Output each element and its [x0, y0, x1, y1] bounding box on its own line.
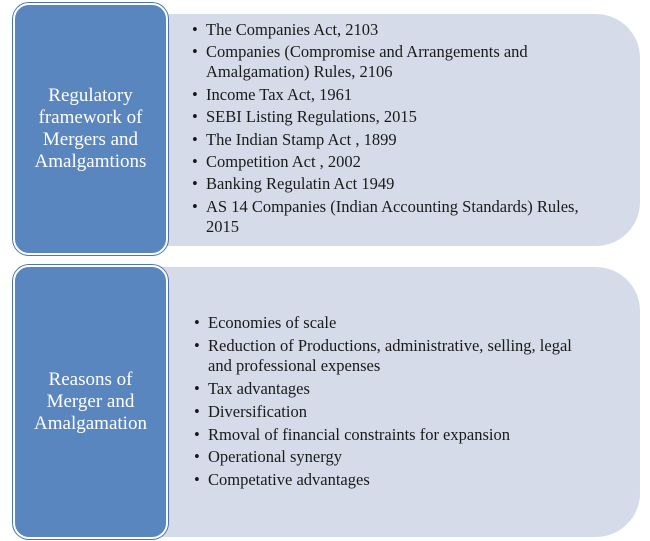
list-item: • The Companies Act, 2103 — [192, 20, 379, 39]
title-line: Reasons of — [48, 369, 133, 390]
bullet-icon: • — [192, 84, 198, 104]
list-item: • Banking Regulatin Act 1949 — [192, 174, 395, 194]
title-line: framework of — [38, 107, 143, 128]
bullet-icon: • — [192, 129, 198, 149]
list-item: • Diversification — [194, 401, 307, 421]
bullet-icon: • — [192, 107, 198, 127]
title-line: Regulatory — [48, 85, 133, 106]
reasons-of-merger-title — [34, 369, 147, 435]
bullet-icon: • — [194, 470, 200, 490]
list-item: • Income Tax Act, 1961 — [192, 84, 353, 104]
list-item: • Companies (Compromise and Arrangements and Amalgamation) Rules, 2106 — [192, 42, 528, 82]
list-item: • Economies of scale — [194, 313, 337, 332]
bullet-icon: • — [194, 335, 200, 355]
bullet-icon: • — [194, 313, 200, 332]
list-item: • SEBI Listing Regulations, 2015 — [192, 107, 417, 127]
bullet-icon: • — [192, 196, 198, 216]
list-item: • Reduction of Productions, administrative, selling, legal and professional expenses — [194, 335, 572, 375]
bullet-icon: • — [192, 20, 198, 39]
list-item: • Rmoval of financial constraints for expansion — [194, 424, 510, 444]
reasons-of-merger-items — [194, 313, 594, 493]
bullet-icon: • — [192, 42, 198, 62]
bullet-icon: • — [194, 424, 200, 444]
bullet-icon: • — [192, 151, 198, 171]
reasons-of-merger-row — [0, 262, 650, 541]
list-item: • Competition Act , 2002 — [192, 151, 361, 171]
regulatory-framework-title — [35, 85, 147, 173]
list-item: • Competative advantages — [194, 470, 370, 490]
title-line: Merger and — [46, 391, 135, 412]
reasons-of-merger-label — [13, 265, 168, 539]
bullet-icon: • — [194, 447, 200, 467]
bullet-icon: • — [194, 378, 200, 398]
list-item: • Tax advantages — [194, 378, 310, 398]
regulatory-framework-label — [13, 3, 168, 255]
regulatory-framework-row — [0, 0, 650, 258]
regulatory-framework-items — [192, 20, 592, 239]
title-line: Mergers and — [42, 129, 139, 150]
title-line: Amalgamtions — [34, 151, 147, 172]
list-item: • Operational synergy — [194, 447, 342, 467]
list-item: • AS 14 Companies (Indian Accounting Standards) Rules, 2015 — [192, 196, 579, 236]
bullet-icon: • — [194, 401, 200, 421]
list-item: • The Indian Stamp Act , 1899 — [192, 129, 397, 149]
bullet-icon: • — [192, 174, 198, 194]
title-line: Amalgamation — [34, 413, 147, 434]
